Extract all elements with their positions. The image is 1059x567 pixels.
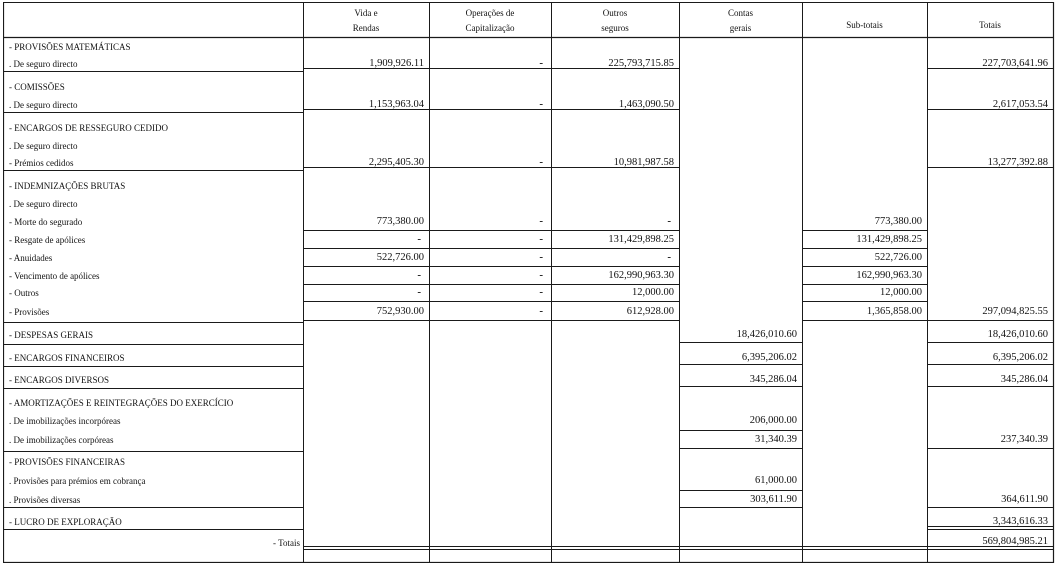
cell-sub: 131,429,898.25: [856, 234, 922, 245]
row-label: . Provisões diversas: [9, 495, 81, 505]
cell-outros: 12,000.00: [632, 287, 674, 298]
cell-oper: -: [539, 305, 543, 317]
row-label: . De seguro directo: [9, 141, 78, 151]
cell-oper: -: [539, 286, 543, 298]
cell-oper: -: [539, 156, 543, 168]
cell-totais: 13,277,392.88: [987, 157, 1048, 168]
cell-sub: 1,365,858.00: [866, 306, 922, 317]
column-header-vida: Rendas: [352, 23, 380, 33]
row-label: - INDEMNIZAÇÕES BRUTAS: [9, 181, 126, 191]
row-label: - ENCARGOS DE RESSEGURO CEDIDO: [9, 123, 169, 133]
row-label: - LUCRO DE EXPLORAÇÃO: [9, 517, 122, 527]
cell-outros: 612,928.00: [626, 306, 674, 317]
cell-contas: 61,000.00: [755, 475, 797, 486]
cell-outros: 225,793,715.85: [608, 58, 674, 69]
cell-oper: -: [539, 57, 543, 69]
cell-totais: 6,395,206.02: [992, 352, 1048, 363]
cell-oper: -: [539, 269, 543, 281]
row-label: - Vencimento de apólices: [9, 271, 100, 281]
cell-contas: 206,000.00: [749, 415, 797, 426]
cell-totais: 3,343,616.33: [992, 516, 1048, 527]
cell-totais: 345,286.04: [1000, 374, 1048, 385]
cell-outros: -: [667, 251, 671, 263]
table-grid-lines: [3, 2, 1055, 563]
cell-oper: -: [539, 233, 543, 245]
cell-sub: 162,990,963.30: [856, 270, 922, 281]
cell-contas: 345,286.04: [749, 374, 797, 385]
row-label: - PROVISÕES FINANCEIRAS: [9, 457, 126, 467]
row-label: - Morte do segurado: [9, 217, 83, 227]
row-label: - DESPESAS GERAIS: [9, 330, 94, 340]
row-label: - ENCARGOS FINANCEIROS: [9, 353, 125, 363]
column-header-contas: Contas: [727, 8, 753, 18]
totals-row-label: - Totais: [273, 538, 300, 548]
cell-sub: 522,726.00: [874, 252, 922, 263]
row-label: . De seguro directo: [9, 59, 78, 69]
cell-vida: 1,153,963.04: [368, 99, 424, 110]
row-label: - ENCARGOS DIVERSOS: [9, 375, 110, 385]
ledger-table: [3, 2, 1055, 563]
row-label: - Prémios cedidos: [9, 158, 74, 168]
row-label: - PROVISÕES MATEMÁTICAS: [9, 42, 131, 52]
cell-contas: 303,611.90: [750, 494, 797, 505]
column-header-outros: Outros: [602, 8, 628, 18]
row-label: - Anuidades: [9, 253, 53, 263]
row-label: . De imobilizações corpóreas: [9, 435, 114, 445]
cell-vida: 1,909,926.11: [369, 58, 424, 69]
column-header-oper: Capitalização: [465, 23, 515, 33]
grand-total-value: 569,804,985.21: [982, 536, 1048, 547]
cell-contas: 6,395,206.02: [741, 352, 797, 363]
cell-vida: -: [417, 233, 421, 245]
cell-totais: 297,094,825.55: [982, 306, 1048, 317]
cell-sub: 12,000.00: [880, 287, 922, 298]
row-label: - Provisões: [9, 307, 50, 317]
column-header-outros: seguros: [601, 23, 629, 33]
cell-outros: 162,990,963.30: [608, 270, 674, 281]
cell-outros: 1,463,090.50: [618, 99, 674, 110]
cell-vida: 2,295,405.30: [368, 157, 424, 168]
row-label: . De seguro directo: [9, 199, 78, 209]
cell-totais: 227,703,641.96: [982, 58, 1048, 69]
cell-totais: 18,426,010.60: [987, 329, 1048, 340]
cell-vida: 752,930.00: [376, 306, 424, 317]
row-label: . De seguro directo: [9, 100, 78, 110]
row-label: . De imobilizações incorpóreas: [9, 416, 121, 426]
column-header-oper: Operações de: [465, 8, 515, 18]
row-label: - AMORTIZAÇÕES E REINTEGRAÇÕES DO EXERCÍCIO: [9, 398, 234, 408]
cell-vida: 773,380.00: [376, 216, 424, 227]
cell-contas: 18,426,010.60: [736, 329, 797, 340]
cell-vida: 522,726.00: [376, 252, 424, 263]
cell-oper: -: [539, 251, 543, 263]
column-header-sub: Sub-totais: [846, 20, 883, 30]
cell-outros: -: [667, 215, 671, 227]
cell-sub: 773,380.00: [874, 216, 922, 227]
cell-oper: -: [539, 215, 543, 227]
row-label: - Outros: [9, 288, 39, 298]
column-header-contas: gerais: [729, 23, 752, 33]
cell-vida: -: [417, 269, 421, 281]
cell-totais: 2,617,053.54: [992, 99, 1048, 110]
row-label: - Resgate de apólices: [9, 235, 86, 245]
row-label: - COMISSÕES: [9, 82, 65, 92]
cell-outros: 10,981,987.58: [613, 157, 674, 168]
cell-contas: 31,340.39: [755, 434, 797, 445]
cell-oper: -: [539, 98, 543, 110]
column-header-vida: Vida e: [354, 8, 378, 18]
cell-outros: 131,429,898.25: [608, 234, 674, 245]
cell-totais: 364,611.90: [1001, 494, 1048, 505]
cell-vida: -: [417, 286, 421, 298]
column-header-totais: Totais: [979, 20, 1001, 30]
cell-totais: 237,340.39: [1000, 434, 1048, 445]
row-label: . Provisões para prémios em cobrança: [9, 476, 146, 486]
